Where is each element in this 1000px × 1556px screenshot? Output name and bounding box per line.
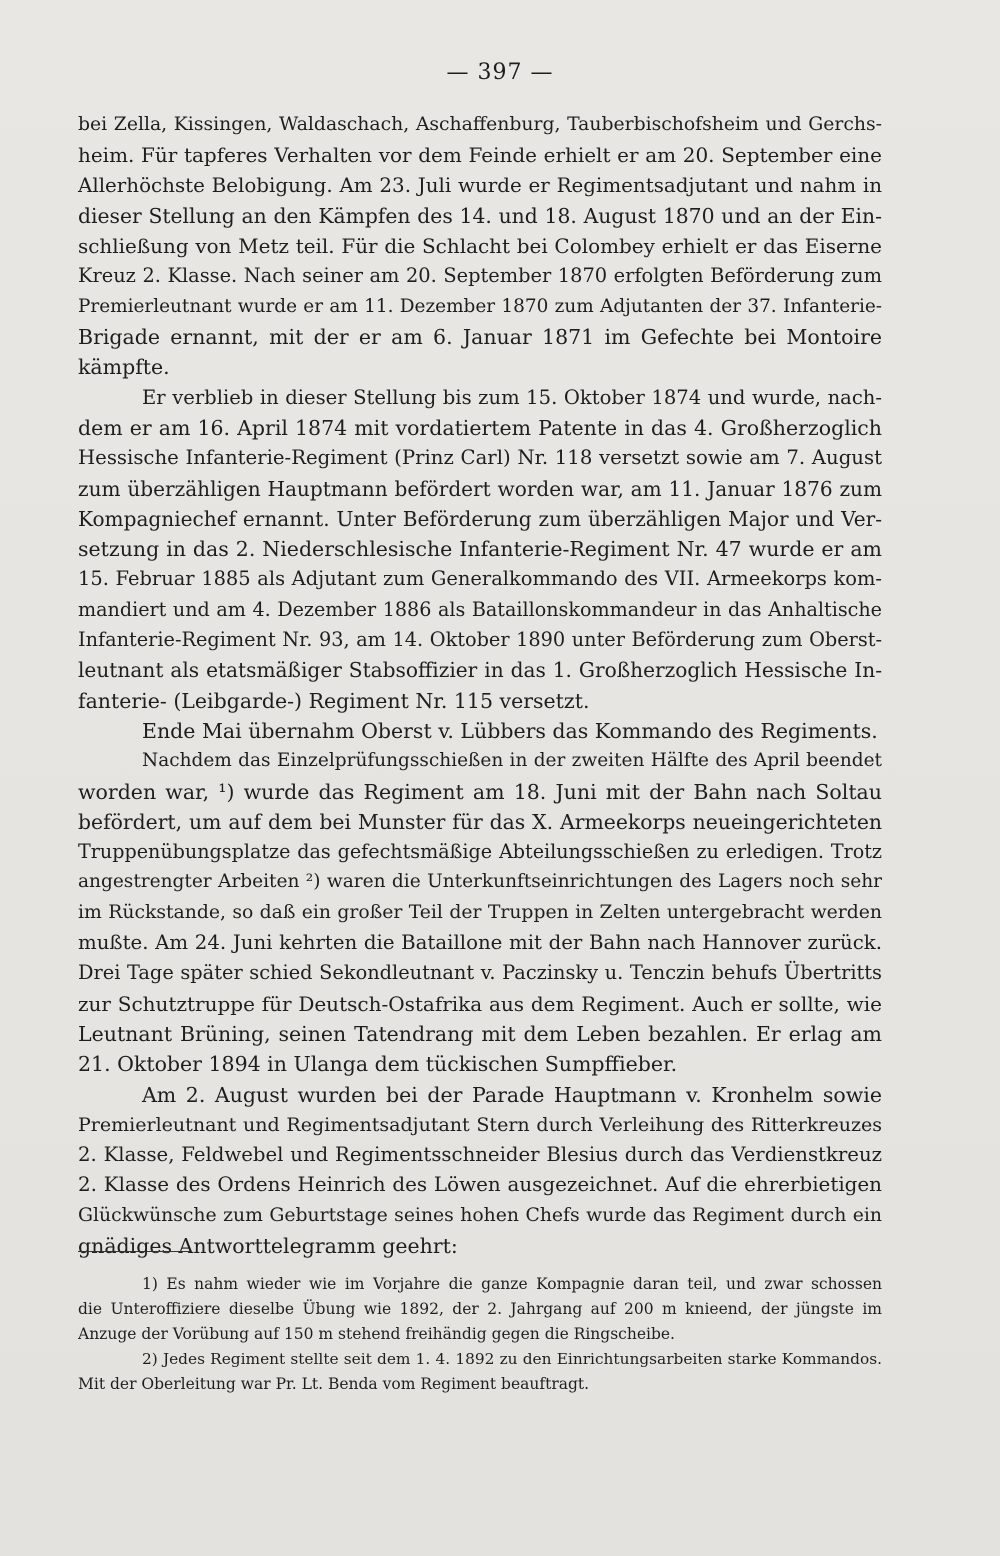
text-line: dem er am 16. April 1874 mit vordatiertem Patente in das 4. Großherzoglich: [78, 415, 882, 440]
footnotes: [78, 1272, 882, 1397]
text-line: zur Schutztruppe für Deutsch-Ostafrika aus dem Regiment. Auch er sollte, wie: [78, 991, 882, 1016]
text-line: 15. Februar 1885 als Adjutant zum Generalkommando des VII. Armeekorps kom-: [78, 567, 882, 591]
text-line: Glückwünsche zum Geburtstage seines hohen Chefs wurde das Regiment durch ein: [78, 1204, 882, 1226]
footnote-1: [78, 1272, 882, 1347]
text-line: 2. Klasse des Ordens Heinrich des Löwen ausgezeichnet. Auf die ehrerbietigen: [78, 1173, 882, 1197]
text-line: angestrengter Arbeiten ²) waren die Unterkunftseinrichtungen des Lagers noch sehr: [78, 871, 882, 893]
text-line: Allerhöchste Belobigung. Am 23. Juli wurde er Regimentsadjutant und nahm in: [78, 173, 882, 197]
text-line: schließung von Metz teil. Für die Schlacht bei Colombey erhielt er das Eiserne: [78, 234, 882, 259]
text-line: bei Zella, Kissingen, Waldaschach, Aschaffenburg, Tauberbischofsheim und Gerchs-: [78, 114, 882, 135]
text-line: Nachdem das Einzelprüfungsschießen in der zweiten Hälfte des April beendet: [142, 750, 882, 772]
footnote-line: Anzuge der Vorübung auf 150 m stehend freihändig gegen die Ringscheibe.: [78, 1325, 675, 1343]
paragraph-2: [78, 383, 882, 716]
text-line: leutnant als etatsmäßiger Stabsoffizier in das 1. Großherzoglich Hessische In-: [78, 658, 882, 683]
text-line: Am 2. August wurden bei der Parade Hauptmann v. Kronhelm sowie: [142, 1082, 882, 1107]
text-line: mußte. Am 24. Juni kehrten die Bataillone mit der Bahn nach Hannover zurück.: [78, 931, 882, 955]
text-line: mandiert und am 4. Dezember 1886 als Bataillonskommandeur in das Anhaltische: [78, 597, 882, 621]
text-line: befördert, um auf dem bei Munster für das X. Armeekorps neueingerichteten: [78, 809, 882, 834]
text-line: zum überzähligen Hauptmann befördert worden war, am 11. Januar 1876 zum: [78, 476, 882, 501]
text-line: Brigade ernannt, mit der er am 6. Januar 1871 im Gefechte bei Montoire: [78, 325, 882, 350]
footnote-line: 1) Es nahm wieder wie im Vorjahre die ganze Kompagnie daran teil, und zwar schossen: [142, 1275, 882, 1293]
page-number: — 397 —: [446, 60, 554, 85]
body-text: [78, 110, 882, 1261]
paragraph-1: [78, 110, 882, 383]
text-line: worden war, ¹) wurde das Regiment am 18. Juni mit der Bahn nach Soltau: [78, 779, 882, 804]
paragraph-4: [78, 746, 882, 1079]
text-line: setzung in das 2. Niederschlesische Infanterie-Regiment Nr. 47 wurde er am: [78, 537, 882, 562]
text-line: heim. Für tapferes Verhalten vor dem Feinde erhielt er am 20. September eine: [78, 143, 882, 168]
text-line: Premierleutnant und Regimentsadjutant Stern durch Verleihung des Ritterkreuzes: [78, 1113, 882, 1136]
text-line: fanterie- (Leibgarde-) Regiment Nr. 115 versetzt.: [78, 688, 590, 713]
text-line: Drei Tage später schied Sekondleutnant v. Paczinsky u. Tenczin behufs Übertritts: [78, 961, 882, 985]
text-line: Hessische Infanterie-Regiment (Prinz Carl) Nr. 118 versetzt sowie am 7. August: [78, 446, 882, 470]
text-line: Kreuz 2. Klasse. Nach seiner am 20. September 1870 erfolgten Beförderung zum: [78, 264, 882, 288]
text-line: 21. Oktober 1894 in Ulanga dem tückischen Sumpffieber.: [78, 1052, 678, 1077]
text-line: Leutnant Brüning, seinen Tatendrang mit dem Leben bezahlen. Er erlag am: [78, 1021, 882, 1046]
text-line: kämpfte.: [78, 355, 170, 380]
footnote-divider: [78, 1251, 190, 1252]
text-line: 2. Klasse, Feldwebel und Regimentsschneider Blesius durch das Verdienstkreuz: [78, 1143, 882, 1167]
footnote-line: Mit der Oberleitung war Pr. Lt. Benda vom Regiment beauftragt.: [78, 1375, 590, 1393]
text-line: im Rückstande, so daß ein großer Teil der Truppen in Zelten untergebracht werden: [78, 901, 882, 923]
text-line: Infanterie-Regiment Nr. 93, am 14. Oktober 1890 unter Beförderung zum Oberst-: [78, 628, 882, 652]
text-line: gnädiges Antworttelegramm geehrt:: [78, 1233, 458, 1258]
paragraph-3: [78, 716, 882, 746]
text-line: dieser Stellung an den Kämpfen des 14. und 18. August 1870 und an der Ein-: [78, 203, 882, 228]
text-line: Ende Mai übernahm Oberst v. Lübbers das Kommando des Regiments.: [142, 718, 878, 743]
text-line: Kompagniechef ernannt. Unter Beförderung zum überzähligen Major und Ver-: [78, 506, 882, 531]
paragraph-5: [78, 1080, 882, 1262]
footnote-line: die Unteroffiziere dieselbe Übung wie 1892, der 2. Jahrgang auf 200 m knieend, der jüngste im: [78, 1300, 882, 1318]
text-line: Truppenübungsplatze das gefechtsmäßige Abteilungsschießen zu erledigen. Trotz: [78, 840, 882, 864]
footnote-2: [78, 1347, 882, 1397]
text-line: Premierleutnant wurde er am 11. Dezember 1870 zum Adjutanten der 37. Infanterie-: [78, 295, 882, 317]
text-line: Er verblieb in dieser Stellung bis zum 15. Oktober 1874 und wurde, nach-: [142, 385, 882, 409]
footnote-line: 2) Jedes Regiment stellte seit dem 1. 4. 1892 zu den Einrichtungsarbeiten starke Kommandos.: [142, 1350, 882, 1368]
